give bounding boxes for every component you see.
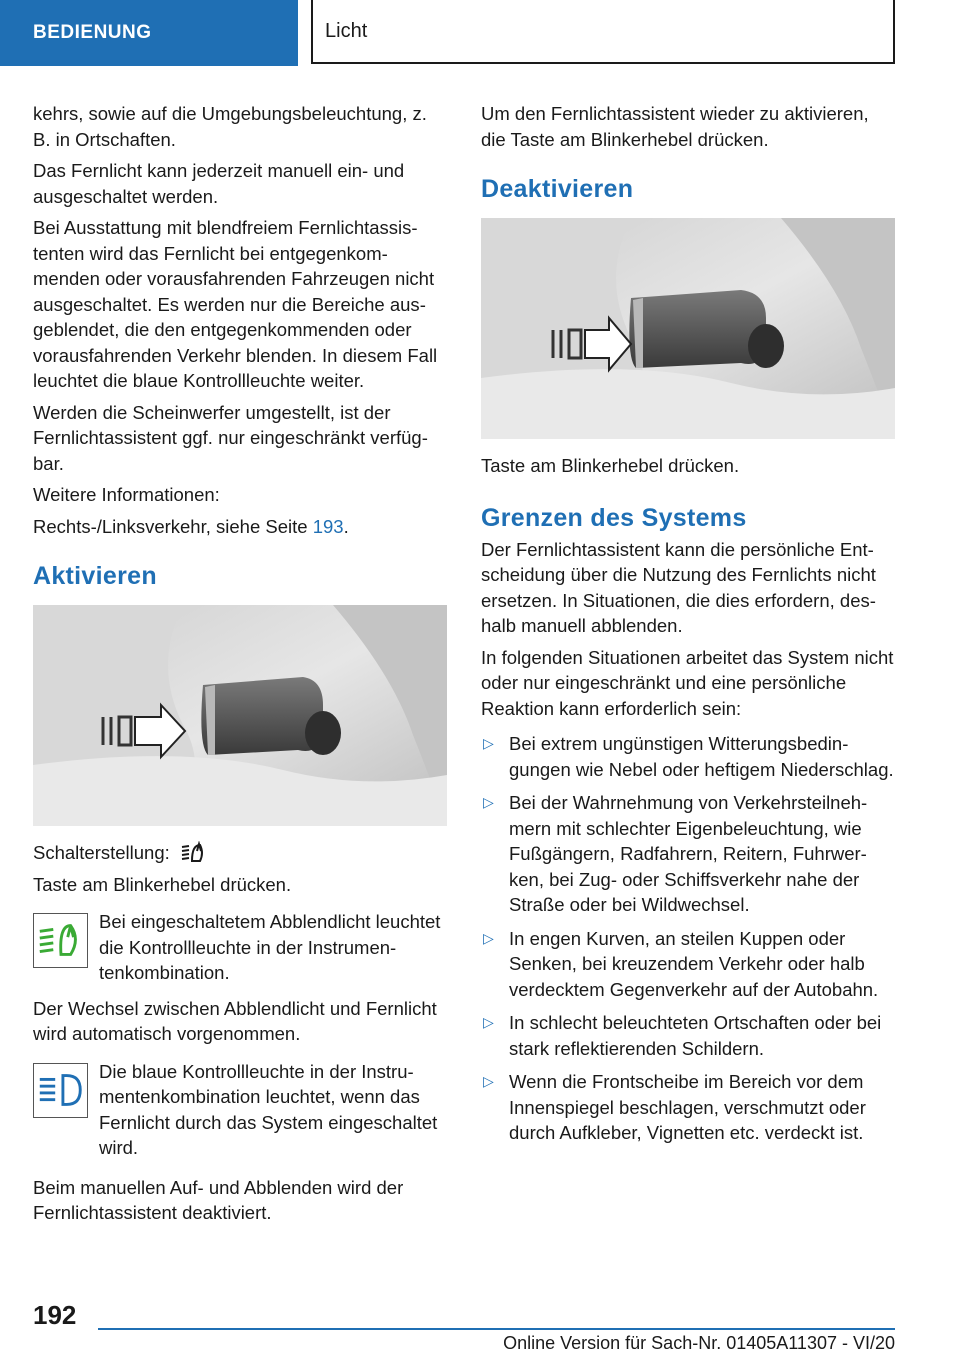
bullet-triangle-icon: ▷ <box>483 735 494 751</box>
heading-system-limits: Grenzen des Systems <box>481 503 747 532</box>
page-link[interactable]: 193 <box>312 515 344 537</box>
turn-signal-lever-photo <box>33 605 447 826</box>
paragraph: Bei Ausstattung mit blendfreiem Fernlichtassistenten wird das Fernlicht bei entgegenkommenden oder vorausfahrenden Fahrzeugen nicht ausgeschaltet. Es werden nur die Bereiche ausgeblendet, die den entgegenkommenden oder vorausfahrenden Verkehr blenden. In diesem Fall leuchtet die blaue Kontrollleuchte weiter. <box>33 217 438 391</box>
bullet-triangle-icon: ▷ <box>483 1014 494 1030</box>
bullet-triangle-icon: ▷ <box>483 929 494 946</box>
chapter-header <box>311 0 895 64</box>
paragraph: Der Wechsel zwischen Abblendlicht und Fernlicht wird automatisch vorgenommen. <box>33 997 437 1044</box>
paragraph: Das Fernlicht kann jederzeit manuell ein- und ausgeschaltet werden. <box>33 160 405 207</box>
page-number: 192 <box>33 1300 77 1330</box>
section-header <box>0 0 298 66</box>
low-beam-note <box>33 909 447 986</box>
section-title: BEDIENUNG <box>33 22 152 43</box>
limitations-list <box>481 731 895 1146</box>
heading-activate: Aktivieren <box>33 562 157 590</box>
turn-signal-lever-photo <box>481 218 895 439</box>
footer-text: Online Version für Sach-Nr. 01405A11307 - VI/20 <box>503 1333 895 1353</box>
paragraph: kehrs, sowie auf die Umgebungsbeleuchtung, z. B. in Ortschaften. <box>33 103 427 150</box>
high-beam-assist-switch-icon <box>180 841 206 863</box>
list-item: ▷ Bei der Wahrnehmung von Verkehrsteilnehmern mit schlechter Eigenbeleuchtung, wie Fußgängern, Radfahrern, Reitern, Fuhrwerken, bei Zug- oder Schiffsverkehr nahe der Straße oder bei Wildwechsel. <box>483 792 868 915</box>
high-beam-note <box>33 1059 447 1161</box>
paragraph: In folgenden Situationen arbeitet das System nicht oder nur eingeschränkt und eine persönliche Reaktion kann erforderlich sein: <box>481 646 894 719</box>
bullet-triangle-icon: ▷ <box>483 1073 494 1089</box>
note-text: Die blaue Kontrollleuchte in der Instrumentenkombination leuchtet, wenn das Fernlicht durch das System eingeschaltet wird. <box>99 1060 438 1158</box>
chapter-title: Licht <box>325 19 368 42</box>
switch-position-label: Schalterstellung: <box>33 840 447 866</box>
paragraph-cross-reference: Rechts-/Linksverkehr, siehe Seite 193. <box>33 515 349 537</box>
list-item: ▷ In schlecht beleuchteten Ortschaften oder bei stark reflektierenden Schildern. <box>483 1012 882 1059</box>
bullet-triangle-icon: ▷ <box>483 794 494 810</box>
paragraph: Beim manuellen Auf- und Abblenden wird der Fernlichtassistent deaktiviert. <box>33 1176 404 1223</box>
paragraph: Taste am Blinkerhebel drücken. <box>33 873 292 895</box>
left-column <box>33 101 447 1232</box>
list-item: ▷ Wenn die Frontscheibe im Bereich vor dem Innenspiegel beschlagen, verschmutzt oder durch Aufkleber, Vignetten etc. verdeckt ist. <box>483 1071 866 1143</box>
paragraph: Der Fernlichtassistent kann die persönliche Entscheidung über die Nutzung des Fernlichts nicht ersetzen. In Situationen, die dies erfordern, deshalb manuell abblenden. <box>481 538 876 636</box>
note-text: Bei eingeschaltetem Abblendlicht leuchtet die Kontrollleuchte in der Instrumentenkombination. <box>99 911 441 983</box>
footer-divider <box>98 1328 895 1330</box>
list-item: ▷ In engen Kurven, an steilen Kuppen oder Senken, bei kreuzendem Verkehr oder halb verdecktem Gegenverkehr auf der Autobahn. <box>483 927 879 1000</box>
low-beam-indicator-icon <box>33 913 88 968</box>
right-column <box>481 101 895 1154</box>
paragraph: Weitere Informationen: <box>33 484 220 505</box>
high-beam-indicator-icon <box>33 1063 88 1118</box>
paragraph: Werden die Scheinwerfer umgestellt, ist der Fernlichtassistent ggf. nur eingeschränkt verfügbar. <box>33 401 428 474</box>
paragraph: Um den Fernlichtassistent wieder zu aktivieren, die Taste am Blinkerhebel drücken. <box>481 103 869 150</box>
heading-deactivate: Deaktivieren <box>481 175 634 203</box>
list-item: ▷ Bei extrem ungünstigen Witterungsbedingungen wie Nebel oder heftigem Niederschlag. <box>483 733 894 780</box>
paragraph: Taste am Blinkerhebel drücken. <box>481 455 740 476</box>
